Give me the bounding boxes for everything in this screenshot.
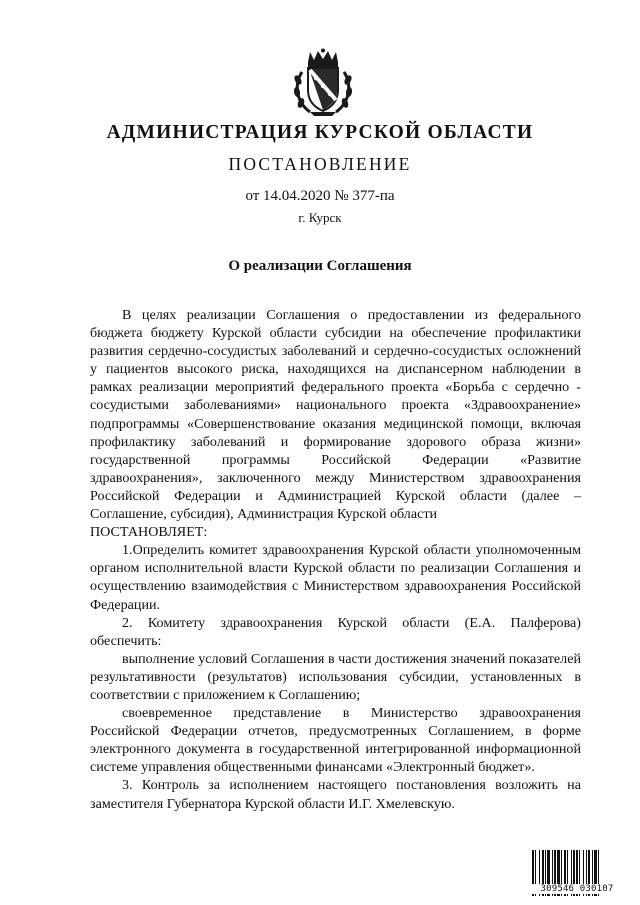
paragraph-item-2-a: выполнение условий Соглашения в части достижения значений показателей результативности (результатов) использования субсидии, установленных в соответствии с приложением к Соглашению; [90, 650, 581, 703]
document-date-number: от 14.04.2020 № 377-па [245, 188, 395, 204]
barcode-number: 309546 030107 [532, 884, 622, 894]
document-subject: О реализации Соглашения [228, 258, 412, 274]
paragraph-item-2: 2. Комитету здравоохранения Курской области (Е.А. Палферова) обеспечить: [90, 614, 581, 649]
document-city: г. Курск [298, 210, 342, 225]
paragraph-preamble: В целях реализации Соглашения о предоставлении из федерального бюджета бюджету Курской области субсидии на обеспечение профилактики развития сердечно-сосудистых заболеваний и сердечно-сосудистых осложнений у пациентов высокого риска, находящихся на диспансерном наблюдении в рамках реализации мероприятий федерального проекта «Борьба с сердечно - сосудистыми заболеваниями» национального проекта «Здравоохранение» подпрограммы «Совершенствование оказания медицинской помощи, включая профилактику заболеваний и формирование здорового образа жизни» государственной программы Российской Федерации «Развитие здравоохранения», заключенного между Министерством здравоохранения Российской Федерации и Администрацией Курской области (далее – Соглашение, субсидия), Администрация Курской области [90, 307, 581, 523]
document-type: ПОСТАНОВЛЕНИЕ [228, 154, 412, 174]
paragraph-item-3: 3. Контроль за исполнением настоящего постановления возложить на заместителя Губернатора Курской области И.Г. Хмелевскую. [90, 777, 581, 812]
organization-title: АДМИНИСТРАЦИЯ КУРСКОЙ ОБЛАСТИ [106, 122, 534, 143]
paragraph-resolves: ПОСТАНОВЛЯЕТ: [90, 524, 208, 541]
paragraph-item-2-b: своевременное представление в Министерство здравоохранения Российской Федерации отчетов, предусмотренных Соглашением, в форме электронного документа в государственной интегрированной информационной системе управления общественными финансами «Электронный бюджет». [90, 705, 581, 776]
paragraph-item-1: 1.Определить комитет здравоохранения Курской области уполномоченным органом исполнительной власти Курской области по реализации Соглашения и осуществлению взаимодействия с Министерством здравоохранения Российской Федерации. [90, 542, 581, 613]
kursk-coat-of-arms-icon [288, 48, 358, 118]
document-body [90, 306, 581, 813]
